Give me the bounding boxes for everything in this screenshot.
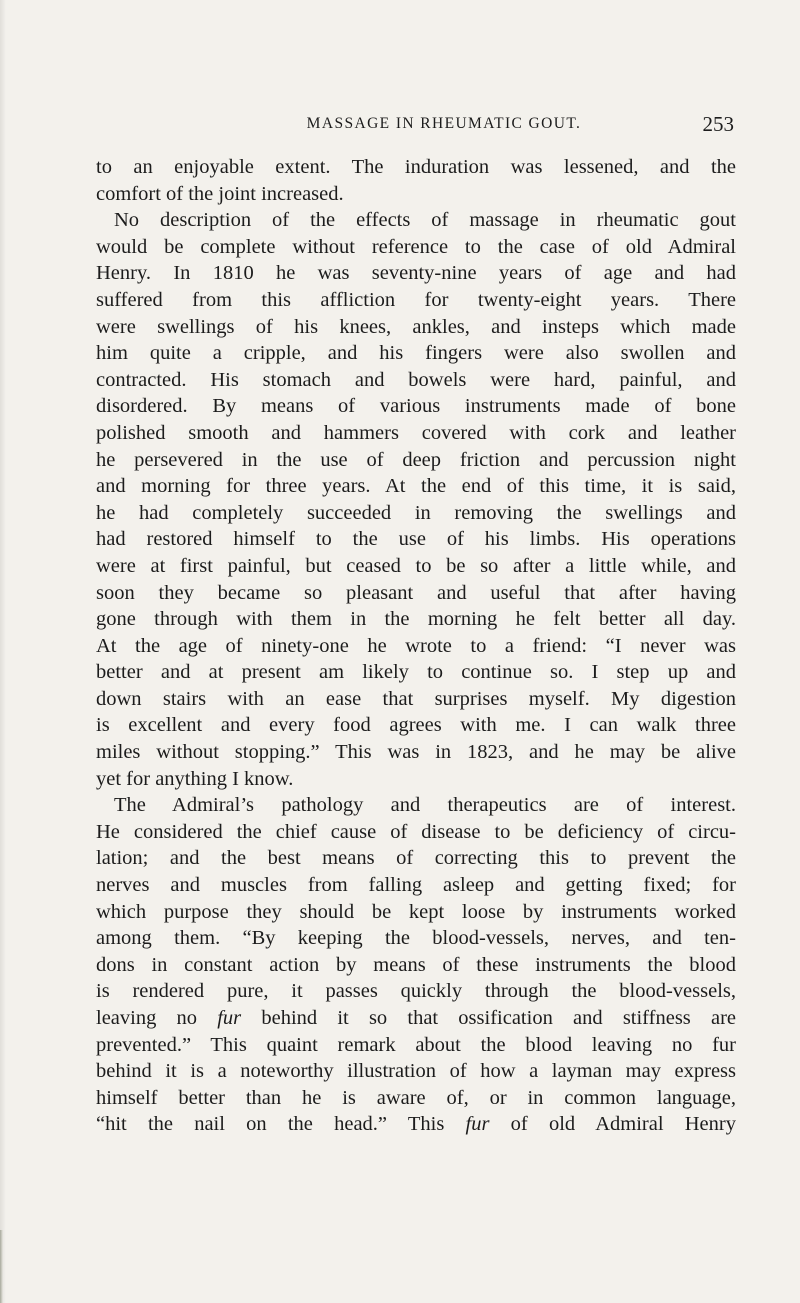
text-line: At the age of ninety-one he wrote to a friend: “I never was xyxy=(96,634,736,657)
text-line-end: behind it so that ossification and stiffness are xyxy=(241,1007,736,1029)
text-line-start: “hit the nail on the head.” This xyxy=(96,1113,466,1136)
text-line: better and at present am likely to continue so. I step up and xyxy=(96,661,736,684)
text-line: is rendered pure, it passes quickly through the blood-vessels, xyxy=(96,980,736,1003)
text-line: is excellent and every food agrees with me. I can walk three xyxy=(96,714,736,737)
text-line: behind it is a noteworthy illustration of how a layman may express xyxy=(96,1060,736,1083)
text-line-start: leaving no xyxy=(96,1007,218,1029)
text-line: He considered the chief cause of disease to be deficiency of circu- xyxy=(96,820,736,843)
text-line: lation; and the best means of correcting this to prevent the xyxy=(96,847,736,870)
page-edge-mark xyxy=(0,1230,3,1303)
text-line: polished smooth and hammers covered with cork and leather xyxy=(96,421,736,444)
text-line: gone through with them in the morning he felt better all day. xyxy=(96,608,736,631)
body-text xyxy=(96,154,736,1138)
text-line-end: of old Admiral Henry xyxy=(489,1113,736,1136)
text-line: miles without stopping.” This was in 1823, and he may be alive xyxy=(96,741,736,764)
text-line: comfort of the joint increased. xyxy=(96,182,344,205)
italic-word: fur xyxy=(217,1007,242,1029)
text-line: yet for anything I know. xyxy=(96,767,294,790)
text-line: among them. “By keeping the blood-vessels, nerves, and ten- xyxy=(96,927,736,950)
text-line: to an enjoyable extent. The induration was lessened, and the xyxy=(96,156,736,178)
text-line: No description of the effects of massage in rheumatic gout xyxy=(114,209,736,232)
text-line: suffered from this affliction for twenty-eight years. There xyxy=(96,288,736,311)
text-line: Henry. In 1810 he was seventy-nine years of age and had xyxy=(96,262,736,285)
running-head-title: MASSAGE IN RHEUMATIC GOUT. xyxy=(306,115,582,132)
text-line: disordered. By means of various instruments made of bone xyxy=(96,395,736,418)
text-line: had restored himself to the use of his limbs. His operations xyxy=(96,528,736,551)
text-line: would be complete without reference to the case of old Admiral xyxy=(96,235,736,258)
text-line: were swellings of his knees, ankles, and insteps which made xyxy=(96,315,736,338)
text-line: he persevered in the use of deep friction and percussion night xyxy=(96,448,736,471)
text-line: The Admiral’s pathology and therapeutics are of interest. xyxy=(114,794,736,817)
text-line: he had completely succeeded in removing the swellings and xyxy=(96,501,736,524)
text-line: dons in constant action by means of these instruments the blood xyxy=(96,953,736,976)
text-line: down stairs with an ease that surprises myself. My digestion xyxy=(96,687,736,710)
text-line xyxy=(96,1005,736,1032)
text-line: contracted. His stomach and bowels were hard, painful, and xyxy=(96,368,736,391)
page-edge-shadow xyxy=(0,0,6,1303)
text-line: him quite a cripple, and his fingers were also swollen and xyxy=(96,342,736,365)
running-head xyxy=(114,112,734,136)
text-line: which purpose they should be kept loose by instruments worked xyxy=(96,900,736,923)
italic-word: fur xyxy=(465,1113,490,1136)
text-line: prevented.” This quaint remark about the blood leaving no fur xyxy=(96,1033,736,1056)
text-line: soon they became so pleasant and useful that after having xyxy=(96,581,736,604)
text-line: himself better than he is aware of, or in common language, xyxy=(96,1086,736,1109)
text-line: nerves and muscles from falling asleep and getting fixed; for xyxy=(96,874,736,897)
text-line: and morning for three years. At the end of this time, it is said, xyxy=(96,475,736,498)
text-line: were at first painful, but ceased to be so after a little while, and xyxy=(96,554,736,577)
page-number: 253 xyxy=(702,112,734,136)
text-line xyxy=(96,1111,736,1138)
